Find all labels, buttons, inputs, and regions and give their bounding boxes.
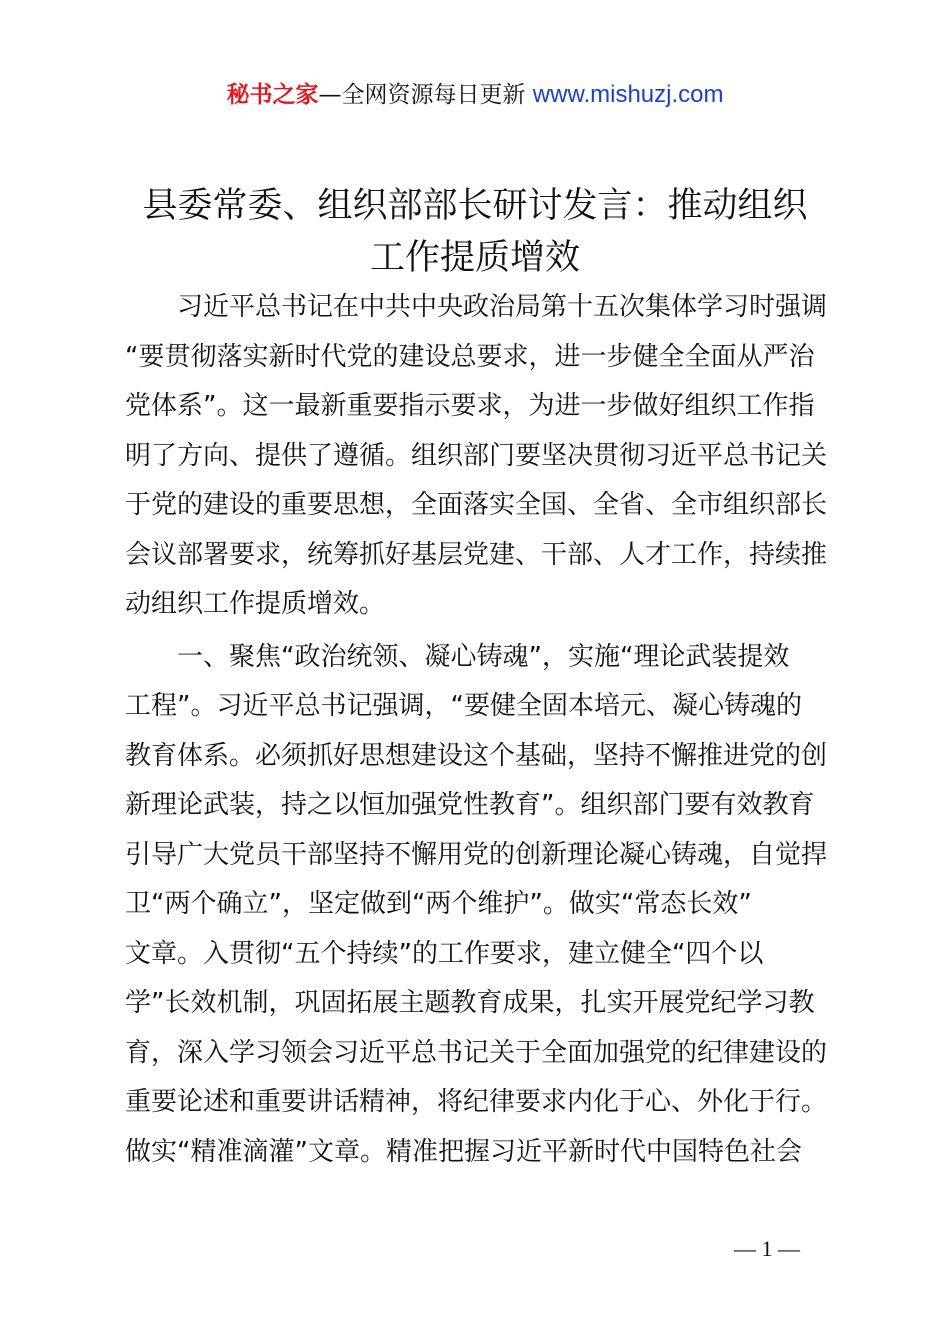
text-line: 卫“两个确立”，坚定做到“两个维护”。做实“常态长效”: [125, 889, 752, 919]
title-line: 工作提质增效: [369, 238, 580, 278]
text-line: 于党的建设的重要思想，全面落实全国、全省、全市组织部长: [125, 490, 828, 520]
text-line: 党体系”。这一最新重要指示要求，为进一步做好组织工作指: [125, 391, 815, 421]
brand-name: 秘书之家: [226, 82, 319, 108]
text-line: 文章。入贯彻“五个持续”的工作要求，建立健全“四个以: [125, 938, 764, 969]
text-line: 会议部署要求，统筹抓好基层党建、干部、人才工作，持续推: [125, 539, 828, 570]
text-line: 习近平总书记在中共中央政治局第十五次集体学习时强调: [125, 292, 828, 322]
text-line: 重要论述和重要讲话精神，将纪律要求内化于心、外化于行。: [125, 1087, 828, 1117]
text-line: 明了方向、提供了遵循。组织部门要坚决贯彻习近平总书记关: [125, 440, 828, 471]
site-url-link[interactable]: www.mishuzj.com: [532, 81, 724, 108]
text-line: 一、聚焦“政治统领、凝心铸魂”，实施“理论武装提效: [125, 641, 790, 672]
document-title: [100, 180, 850, 284]
text-line: 学”长效机制，巩固拓展主题教育成果，扎实开展党纪学习教: [125, 988, 815, 1018]
text-line: 教育体系。必须抓好思想建设这个基础，坚持不懈推进党的创: [125, 740, 828, 771]
text-line: 做实“精准滴灌”文章。精准把握习近平新时代中国特色社会: [125, 1136, 802, 1167]
header-tagline: —全网资源每日更新: [318, 82, 533, 108]
text-line: 新理论武装，持之以恒加强党性教育”。组织部门要有效教育: [125, 790, 815, 820]
text-line: 引导广大党员干部坚持不懈用党的创新理论凝心铸魂，自觉捍: [125, 839, 828, 870]
text-line: “要贯彻落实新时代党的建设总要求，进一步健全全面从严治: [125, 341, 815, 372]
paragraph-intro: [125, 283, 835, 630]
text-line: 工程”。习近平总书记强调，“要健全固本培元、凝心铸魂的: [125, 691, 802, 721]
paragraph-section-one: [125, 633, 835, 1178]
text-line: 动组织工作提质增效。: [125, 589, 386, 619]
page-number: — 1 —: [734, 1236, 800, 1261]
title-line: 县委常委、组织部部长研讨发言：推动组织: [142, 186, 808, 226]
site-header: [0, 78, 950, 112]
document-body: [125, 283, 835, 1177]
text-line: 育，深入学习领会习近平总书记关于全面加强党的纪律建设的: [125, 1037, 828, 1068]
